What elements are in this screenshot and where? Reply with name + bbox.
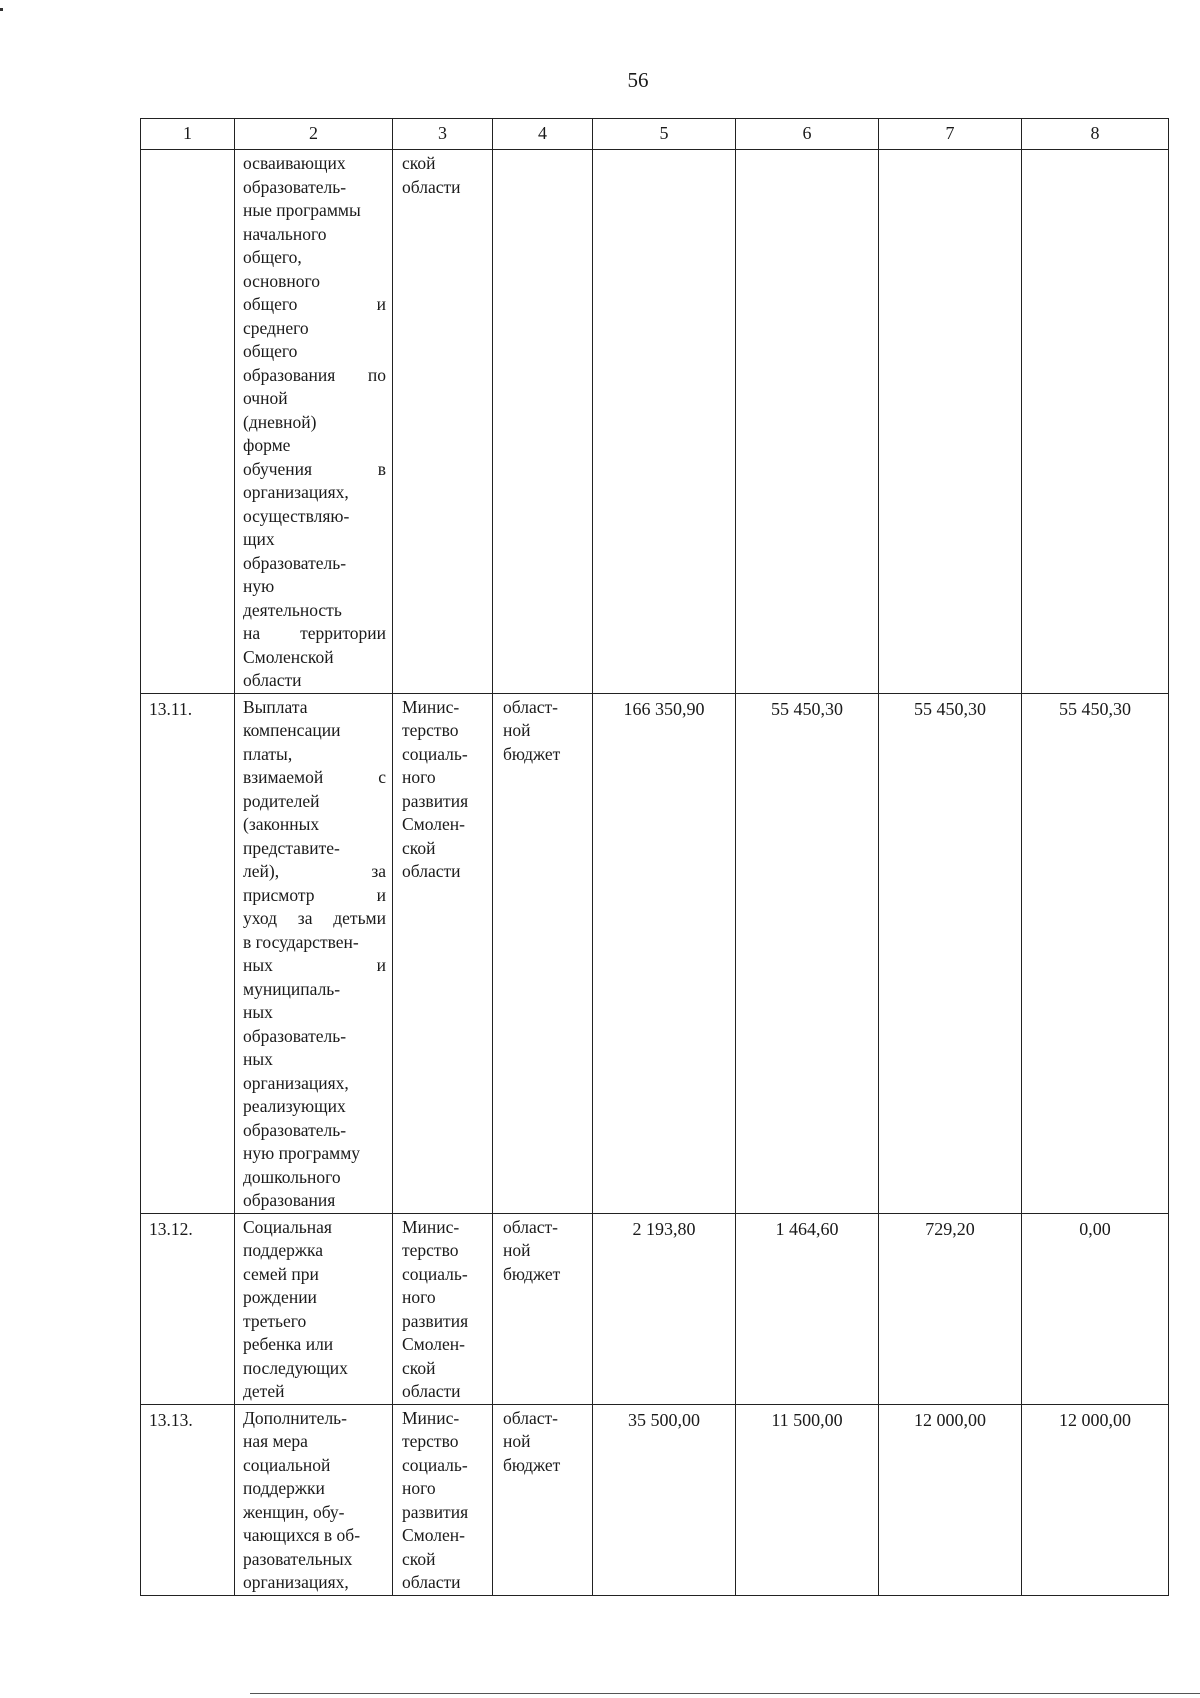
cell-line: платы, [243,743,293,764]
cell-line: щих [243,529,275,549]
cell-line: образователь- [243,176,347,197]
cell-line: общего и [243,294,386,314]
cell-line: Дополнитель- [243,1407,347,1428]
cell-line: лей), за [243,861,386,881]
cell-line: Социальная [243,1216,332,1237]
cell-line: взимаемой с [243,767,386,787]
column-header-7: 7 [879,119,1022,150]
cell-line: Минис- [402,1407,460,1428]
cell-line: развития [402,1310,469,1331]
cell-line: очной [243,388,288,408]
table-header-row [141,119,1169,150]
budget-table [140,118,1169,1596]
cell-line: развития [402,790,469,811]
cell-line: ной [503,720,531,740]
column-header-8: 8 [1022,119,1169,150]
cell-line: ной [503,1431,531,1451]
value-year-2: 729,20 [879,1213,1022,1404]
cell-line: в государствен- [243,931,359,952]
executor [393,1213,493,1404]
column-header-1: 1 [141,119,235,150]
cell-line: ных [243,1049,273,1069]
cell-line: деятельность [243,599,342,620]
table-row [141,150,1169,694]
cell-line: Минис- [402,696,460,717]
measure-name [235,693,393,1213]
cell-line: образователь- [243,552,347,573]
cell-line: ребенка или [243,1334,334,1354]
cell-line: области [402,176,461,197]
cell-line: области [402,861,461,881]
cell-line: развития [402,1501,469,1522]
cell-line: обучения в [243,458,386,479]
page-bottom-rule [250,1693,1200,1694]
cell-line: форме [243,435,291,455]
cell-line: Минис- [402,1216,460,1237]
cell-line: общего, [243,247,302,267]
measure-name [235,150,393,694]
page-number: 56 [627,68,649,92]
cell-line: разовательных [243,1548,353,1569]
value-year-3: 55 450,30 [1022,693,1169,1213]
executor [393,693,493,1213]
cell-line: Смолен- [402,814,465,834]
cell-line: терство [402,720,459,740]
cell-line: (дневной) [243,411,317,432]
value-total: 166 350,90 [593,693,736,1213]
cell-line: родителей [243,790,320,811]
cell-line: социаль- [402,1454,468,1475]
item-number: 13.13. [141,1404,235,1595]
cell-line: Выплата [243,696,308,717]
value-total: 35 500,00 [593,1404,736,1595]
cell-line: социальной [243,1454,331,1475]
cell-line: уход за детьми [243,908,386,928]
cell-line: ная мера [243,1431,308,1451]
cell-line: Смолен- [402,1334,465,1354]
cell-line: области [402,1572,461,1592]
cell-line: детей [243,1381,285,1401]
cell-line: ного [402,1478,436,1498]
cell-line: образования по [243,364,386,385]
cell-line: ской [402,1357,436,1378]
measure-name [235,1213,393,1404]
value-year-3 [1022,150,1169,694]
cell-line: терство [402,1431,459,1451]
funding-source [493,693,593,1213]
executor [393,150,493,694]
cell-line: компенсации [243,720,341,740]
table-body [141,150,1169,1596]
cell-line: поддержки [243,1478,325,1498]
cell-line: бюджет [503,1263,561,1284]
value-year-2: 55 450,30 [879,693,1022,1213]
cell-line: терство [402,1240,459,1260]
value-year-1 [736,150,879,694]
item-number: 13.12. [141,1213,235,1404]
cell-line: реализующих [243,1096,346,1116]
cell-line: (законных [243,814,320,834]
value-year-2: 12 000,00 [879,1404,1022,1595]
cell-line: муниципаль- [243,978,341,999]
funding-source [493,150,593,694]
value-year-1: 55 450,30 [736,693,879,1213]
item-number: 13.11. [141,693,235,1213]
cell-line: образователь- [243,1119,347,1140]
cell-line: ных [243,1002,273,1022]
cell-line: дошкольного [243,1166,341,1187]
value-year-1: 11 500,00 [736,1404,879,1595]
cell-line: ской [402,837,436,858]
cell-line: представите- [243,837,340,858]
measure-name [235,1404,393,1595]
cell-line: начального [243,223,327,244]
value-total: 2 193,80 [593,1213,736,1404]
value-year-2 [879,150,1022,694]
funding-source [493,1404,593,1595]
cell-line: Смолен- [402,1525,465,1545]
cell-line: среднего [243,317,309,338]
cell-line: бюджет [503,743,561,764]
column-header-6: 6 [736,119,879,150]
cell-line: област- [503,1216,558,1237]
value-total [593,150,736,694]
cell-line: област- [503,696,558,717]
cell-line: образователь- [243,1025,347,1046]
cell-line: ную [243,576,275,596]
cell-line: ской [402,1548,436,1569]
cell-line: осваивающих [243,153,346,173]
cell-line: ной [503,1240,531,1260]
table-row [141,1404,1169,1595]
cell-line: общего [243,341,298,361]
value-year-1: 1 464,60 [736,1213,879,1404]
cell-line: поддержка [243,1240,324,1260]
item-number [141,150,235,694]
column-header-5: 5 [593,119,736,150]
cell-line: ные программы [243,200,361,220]
cell-line: осуществляю- [243,505,350,526]
cell-line: ного [402,767,436,787]
table-row [141,693,1169,1213]
cell-line: ную программу [243,1143,361,1163]
scan-mark [0,8,3,11]
column-header-3: 3 [393,119,493,150]
cell-line: последующих [243,1357,348,1378]
cell-line: женщин, обу- [243,1501,345,1522]
cell-line: области [402,1381,461,1401]
cell-line: организациях, [243,1572,349,1592]
cell-line: социаль- [402,743,468,764]
cell-line: област- [503,1407,558,1428]
cell-line: присмотр и [243,884,386,905]
funding-source [493,1213,593,1404]
cell-line: области [243,670,302,690]
value-year-3: 12 000,00 [1022,1404,1169,1595]
cell-line: семей при [243,1263,319,1284]
cell-line: образования [243,1190,336,1210]
table-row [141,1213,1169,1404]
cell-line: основного [243,270,320,291]
cell-line: ных и [243,955,386,975]
cell-line: Смоленской [243,646,334,667]
cell-line: чающихся в об- [243,1525,361,1545]
cell-line: бюджет [503,1454,561,1475]
cell-line: третьего [243,1310,307,1331]
cell-line: ской [402,153,436,173]
column-header-2: 2 [235,119,393,150]
cell-line: рождении [243,1287,317,1307]
value-year-3: 0,00 [1022,1213,1169,1404]
cell-line: ного [402,1287,436,1307]
cell-line: организациях, [243,1072,349,1093]
cell-line: социаль- [402,1263,468,1284]
cell-line: на территории [243,623,386,643]
column-header-4: 4 [493,119,593,150]
cell-line: организациях, [243,482,349,502]
executor [393,1404,493,1595]
